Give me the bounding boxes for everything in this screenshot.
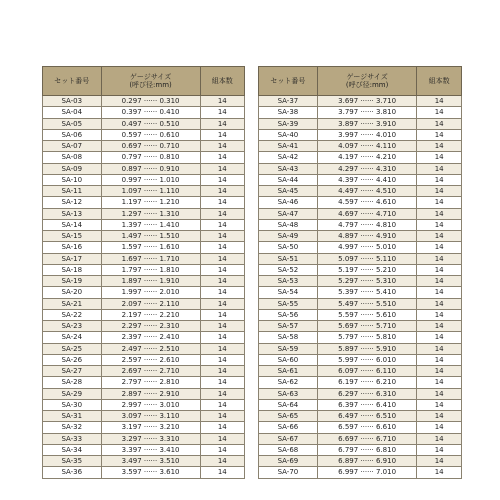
set-number-cell: SA-09 [43, 163, 102, 174]
gauge-range-cell: 0.797 ······ 0.810 [101, 152, 200, 163]
set-number-cell: SA-08 [43, 152, 102, 163]
gauge-range-cell: 4.897 ······ 4.910 [317, 231, 416, 242]
set-number-cell: SA-59 [259, 343, 318, 354]
set-number-cell: SA-26 [43, 354, 102, 365]
set-number-cell: SA-50 [259, 242, 318, 253]
table-row [43, 354, 245, 365]
count-cell: 14 [417, 264, 462, 275]
gauge-range-cell: 0.997 ······ 1.010 [101, 174, 200, 185]
count-cell: 14 [200, 309, 244, 320]
gauge-range-cell: 2.297 ······ 2.310 [101, 321, 200, 332]
set-number-cell: SA-41 [259, 141, 318, 152]
gauge-range-cell: 5.697 ······ 5.710 [317, 321, 416, 332]
gauge-range-cell: 0.497 ······ 0.510 [101, 118, 200, 129]
gauge-size-header [101, 67, 200, 96]
count-cell: 14 [200, 163, 244, 174]
table-row [43, 163, 245, 174]
set-number-cell: SA-44 [259, 174, 318, 185]
gauge-range-cell: 6.897 ······ 6.910 [317, 456, 416, 467]
count-cell: 14 [200, 433, 244, 444]
table-row [259, 141, 462, 152]
table-row [259, 354, 462, 365]
count-cell: 14 [200, 388, 244, 399]
count-cell: 14 [417, 433, 462, 444]
table-row [259, 321, 462, 332]
gauge-size-header-line1: ゲージサイズ [346, 73, 388, 81]
table-row [259, 163, 462, 174]
gauge-range-cell: 2.497 ······ 2.510 [101, 343, 200, 354]
count-cell: 14 [417, 107, 462, 118]
count-cell: 14 [200, 298, 244, 309]
table-row [259, 456, 462, 467]
set-number-cell: SA-52 [259, 264, 318, 275]
table-row [259, 422, 462, 433]
set-number-cell: SA-04 [43, 107, 102, 118]
gauge-range-cell: 5.197 ······ 5.210 [317, 264, 416, 275]
gauge-range-cell: 4.497 ······ 4.510 [317, 186, 416, 197]
count-cell: 14 [417, 231, 462, 242]
count-cell: 14 [417, 141, 462, 152]
table-row [43, 264, 245, 275]
gauge-range-cell: 5.797 ······ 5.810 [317, 332, 416, 343]
set-number-cell: SA-11 [43, 186, 102, 197]
count-cell: 14 [417, 422, 462, 433]
count-cell: 14 [200, 197, 244, 208]
count-cell: 14 [200, 377, 244, 388]
gauge-range-cell: 1.197 ······ 1.210 [101, 197, 200, 208]
table-row [259, 231, 462, 242]
count-cell: 14 [200, 366, 244, 377]
count-cell: 14 [417, 366, 462, 377]
set-number-header: セット番号 [43, 67, 102, 96]
gauge-range-cell: 5.897 ······ 5.910 [317, 343, 416, 354]
set-number-cell: SA-31 [43, 411, 102, 422]
count-cell: 14 [417, 309, 462, 320]
table-row [259, 467, 462, 478]
set-number-cell: SA-56 [259, 309, 318, 320]
count-cell: 14 [200, 444, 244, 455]
table-row [43, 411, 245, 422]
gauge-range-cell: 3.097 ······ 3.110 [101, 411, 200, 422]
gauge-range-cell: 1.097 ······ 1.110 [101, 186, 200, 197]
count-cell: 14 [200, 411, 244, 422]
table-row [43, 253, 245, 264]
gauge-range-cell: 2.397 ······ 2.410 [101, 332, 200, 343]
set-number-cell: SA-42 [259, 152, 318, 163]
count-cell: 14 [417, 208, 462, 219]
set-number-cell: SA-64 [259, 399, 318, 410]
table-row [259, 276, 462, 287]
table-row [43, 186, 245, 197]
table-row [43, 309, 245, 320]
set-number-cell: SA-47 [259, 208, 318, 219]
table-row [43, 332, 245, 343]
table-row [43, 197, 245, 208]
count-header: 組本数 [200, 67, 244, 96]
set-number-cell: SA-58 [259, 332, 318, 343]
set-number-cell: SA-37 [259, 96, 318, 107]
table-row [259, 343, 462, 354]
set-number-cell: SA-51 [259, 253, 318, 264]
set-number-cell: SA-19 [43, 276, 102, 287]
gauge-range-cell: 2.897 ······ 2.910 [101, 388, 200, 399]
gauge-size-header-line2: (呼び径:mm) [129, 81, 172, 89]
set-number-cell: SA-20 [43, 287, 102, 298]
table-row [43, 208, 245, 219]
table-row [259, 298, 462, 309]
set-number-cell: SA-32 [43, 422, 102, 433]
gauge-range-cell: 4.597 ······ 4.610 [317, 197, 416, 208]
count-cell: 14 [200, 129, 244, 140]
gauge-range-cell: 2.697 ······ 2.710 [101, 366, 200, 377]
gauge-range-cell: 1.897 ······ 1.910 [101, 276, 200, 287]
count-cell: 14 [200, 332, 244, 343]
gauge-range-cell: 2.197 ······ 2.210 [101, 309, 200, 320]
count-cell: 14 [417, 96, 462, 107]
count-cell: 14 [417, 399, 462, 410]
table-row [43, 298, 245, 309]
table-row [43, 399, 245, 410]
set-number-cell: SA-57 [259, 321, 318, 332]
table-row [259, 253, 462, 264]
set-number-cell: SA-18 [43, 264, 102, 275]
gauge-size-header-line2: (呼び径:mm) [345, 81, 389, 89]
table-row [43, 107, 245, 118]
count-cell: 14 [200, 354, 244, 365]
gauge-range-cell: 6.397 ······ 6.410 [317, 399, 416, 410]
header-row [259, 67, 462, 96]
count-cell: 14 [200, 287, 244, 298]
gauge-range-cell: 5.997 ······ 6.010 [317, 354, 416, 365]
gauge-range-cell: 3.597 ······ 3.610 [101, 467, 200, 478]
gauge-range-cell: 6.697 ······ 6.710 [317, 433, 416, 444]
table-row [43, 467, 245, 478]
gauge-range-cell: 3.897 ······ 3.910 [317, 118, 416, 129]
table-row [259, 208, 462, 219]
table-row [259, 433, 462, 444]
table-row [43, 96, 245, 107]
gauge-range-cell: 6.997 ······ 7.010 [317, 467, 416, 478]
count-cell: 14 [417, 332, 462, 343]
set-number-cell: SA-23 [43, 321, 102, 332]
gauge-range-cell: 1.397 ······ 1.410 [101, 219, 200, 230]
gauge-range-cell: 2.597 ······ 2.610 [101, 354, 200, 365]
gauge-range-cell: 6.297 ······ 6.310 [317, 388, 416, 399]
gauge-range-cell: 3.797 ······ 3.810 [317, 107, 416, 118]
gauge-range-cell: 0.697 ······ 0.710 [101, 141, 200, 152]
set-number-cell: SA-63 [259, 388, 318, 399]
set-number-cell: SA-40 [259, 129, 318, 140]
set-number-cell: SA-65 [259, 411, 318, 422]
gauge-range-cell: 2.997 ······ 3.010 [101, 399, 200, 410]
header-row [43, 67, 245, 96]
set-number-cell: SA-53 [259, 276, 318, 287]
count-cell: 14 [200, 141, 244, 152]
set-number-cell: SA-22 [43, 309, 102, 320]
gauge-range-cell: 5.297 ······ 5.310 [317, 276, 416, 287]
count-cell: 14 [200, 231, 244, 242]
gauge-range-cell: 6.197 ······ 6.210 [317, 377, 416, 388]
count-cell: 14 [200, 276, 244, 287]
set-number-header: セット番号 [259, 67, 318, 96]
set-number-cell: SA-27 [43, 366, 102, 377]
gauge-range-cell: 1.997 ······ 2.010 [101, 287, 200, 298]
set-number-cell: SA-62 [259, 377, 318, 388]
count-cell: 14 [200, 456, 244, 467]
table-row [259, 96, 462, 107]
table-row [43, 444, 245, 455]
count-cell: 14 [200, 343, 244, 354]
table-row [259, 129, 462, 140]
table-row [259, 118, 462, 129]
count-cell: 14 [417, 321, 462, 332]
table-row [259, 152, 462, 163]
gauge-table-left [42, 66, 245, 479]
gauge-range-cell: 6.597 ······ 6.610 [317, 422, 416, 433]
set-number-cell: SA-30 [43, 399, 102, 410]
table-row [43, 219, 245, 230]
set-number-cell: SA-29 [43, 388, 102, 399]
set-number-cell: SA-16 [43, 242, 102, 253]
set-number-cell: SA-25 [43, 343, 102, 354]
table-row [259, 444, 462, 455]
count-cell: 14 [417, 411, 462, 422]
count-cell: 14 [417, 298, 462, 309]
gauge-range-cell: 3.697 ······ 3.710 [317, 96, 416, 107]
count-cell: 14 [417, 343, 462, 354]
gauge-range-cell: 3.497 ······ 3.510 [101, 456, 200, 467]
gauge-range-cell: 4.697 ······ 4.710 [317, 208, 416, 219]
gauge-range-cell: 1.797 ······ 1.810 [101, 264, 200, 275]
table-row [43, 242, 245, 253]
gauge-range-cell: 1.697 ······ 1.710 [101, 253, 200, 264]
count-cell: 14 [200, 152, 244, 163]
table-row [259, 197, 462, 208]
table-row [43, 456, 245, 467]
gauge-range-cell: 4.197 ······ 4.210 [317, 152, 416, 163]
count-cell: 14 [417, 456, 462, 467]
table-row [259, 411, 462, 422]
table-row [259, 366, 462, 377]
gauge-range-cell: 3.397 ······ 3.410 [101, 444, 200, 455]
set-number-cell: SA-60 [259, 354, 318, 365]
gauge-table-right [258, 66, 462, 479]
set-number-cell: SA-61 [259, 366, 318, 377]
gauge-range-cell: 6.097 ······ 6.110 [317, 366, 416, 377]
count-cell: 14 [200, 242, 244, 253]
set-number-cell: SA-68 [259, 444, 318, 455]
set-number-cell: SA-45 [259, 186, 318, 197]
table-row [43, 321, 245, 332]
gauge-range-cell: 3.197 ······ 3.210 [101, 422, 200, 433]
count-cell: 14 [417, 467, 462, 478]
table-row [259, 174, 462, 185]
set-number-cell: SA-10 [43, 174, 102, 185]
table-row [43, 343, 245, 354]
gauge-range-cell: 5.397 ······ 5.410 [317, 287, 416, 298]
set-number-cell: SA-35 [43, 456, 102, 467]
set-number-cell: SA-39 [259, 118, 318, 129]
table-row [259, 309, 462, 320]
set-number-cell: SA-34 [43, 444, 102, 455]
table-row [259, 264, 462, 275]
count-cell: 14 [417, 253, 462, 264]
set-number-cell: SA-13 [43, 208, 102, 219]
count-cell: 14 [200, 321, 244, 332]
set-number-cell: SA-07 [43, 141, 102, 152]
set-number-cell: SA-28 [43, 377, 102, 388]
table-row [43, 388, 245, 399]
set-number-cell: SA-67 [259, 433, 318, 444]
table-row [259, 332, 462, 343]
set-number-cell: SA-24 [43, 332, 102, 343]
table-row [43, 276, 245, 287]
count-cell: 14 [417, 242, 462, 253]
set-number-cell: SA-14 [43, 219, 102, 230]
count-cell: 14 [417, 354, 462, 365]
set-number-cell: SA-33 [43, 433, 102, 444]
gauge-range-cell: 0.397 ······ 0.410 [101, 107, 200, 118]
gauge-range-cell: 0.297 ······ 0.310 [101, 96, 200, 107]
gauge-range-cell: 1.597 ······ 1.610 [101, 242, 200, 253]
gauge-range-cell: 4.297 ······ 4.310 [317, 163, 416, 174]
set-number-cell: SA-12 [43, 197, 102, 208]
count-cell: 14 [417, 118, 462, 129]
count-cell: 14 [417, 377, 462, 388]
gauge-range-cell: 0.597 ······ 0.610 [101, 129, 200, 140]
set-number-cell: SA-48 [259, 219, 318, 230]
table-row [43, 287, 245, 298]
table-row [43, 422, 245, 433]
gauge-range-cell: 4.797 ······ 4.810 [317, 219, 416, 230]
table-row [43, 141, 245, 152]
set-number-cell: SA-54 [259, 287, 318, 298]
count-cell: 14 [200, 467, 244, 478]
set-number-cell: SA-21 [43, 298, 102, 309]
count-cell: 14 [200, 399, 244, 410]
count-cell: 14 [200, 96, 244, 107]
table-row [43, 129, 245, 140]
count-cell: 14 [417, 186, 462, 197]
count-cell: 14 [417, 219, 462, 230]
count-cell: 14 [417, 174, 462, 185]
count-cell: 14 [417, 129, 462, 140]
table-row [259, 377, 462, 388]
count-header: 組本数 [417, 67, 462, 96]
table-row [43, 366, 245, 377]
gauge-range-cell: 5.097 ······ 5.110 [317, 253, 416, 264]
table-row [259, 219, 462, 230]
gauge-range-cell: 5.497 ······ 5.510 [317, 298, 416, 309]
count-cell: 14 [200, 118, 244, 129]
set-number-cell: SA-49 [259, 231, 318, 242]
count-cell: 14 [417, 444, 462, 455]
table-row [43, 152, 245, 163]
count-cell: 14 [417, 152, 462, 163]
table-row [43, 377, 245, 388]
gauge-range-cell: 3.997 ······ 4.010 [317, 129, 416, 140]
count-cell: 14 [200, 264, 244, 275]
count-cell: 14 [200, 107, 244, 118]
set-number-cell: SA-43 [259, 163, 318, 174]
table-row [259, 287, 462, 298]
set-number-cell: SA-03 [43, 96, 102, 107]
gauge-range-cell: 0.897 ······ 0.910 [101, 163, 200, 174]
set-number-cell: SA-38 [259, 107, 318, 118]
gauge-size-header-line1: ゲージサイズ [129, 73, 172, 81]
count-cell: 14 [200, 208, 244, 219]
set-number-cell: SA-05 [43, 118, 102, 129]
table-row [259, 242, 462, 253]
count-cell: 14 [417, 388, 462, 399]
set-number-cell: SA-15 [43, 231, 102, 242]
gauge-range-cell: 2.797 ······ 2.810 [101, 377, 200, 388]
set-number-cell: SA-69 [259, 456, 318, 467]
count-cell: 14 [417, 276, 462, 287]
gauge-range-cell: 4.397 ······ 4.410 [317, 174, 416, 185]
set-number-cell: SA-46 [259, 197, 318, 208]
set-number-cell: SA-36 [43, 467, 102, 478]
count-cell: 14 [200, 253, 244, 264]
gauge-range-cell: 6.497 ······ 6.510 [317, 411, 416, 422]
set-number-cell: SA-70 [259, 467, 318, 478]
set-number-cell: SA-66 [259, 422, 318, 433]
gauge-range-cell: 1.297 ······ 1.310 [101, 208, 200, 219]
table-row [259, 107, 462, 118]
gauge-size-header [317, 67, 416, 96]
table-row [259, 388, 462, 399]
count-cell: 14 [200, 186, 244, 197]
gauge-range-cell: 5.597 ······ 5.610 [317, 309, 416, 320]
table-row [43, 174, 245, 185]
count-cell: 14 [200, 174, 244, 185]
set-number-cell: SA-17 [43, 253, 102, 264]
gauge-range-cell: 4.097 ······ 4.110 [317, 141, 416, 152]
gauge-range-cell: 3.297 ······ 3.310 [101, 433, 200, 444]
count-cell: 14 [200, 219, 244, 230]
table-row [259, 186, 462, 197]
count-cell: 14 [200, 422, 244, 433]
gauge-range-cell: 2.097 ······ 2.110 [101, 298, 200, 309]
count-cell: 14 [417, 287, 462, 298]
table-row [43, 231, 245, 242]
gauge-range-cell: 1.497 ······ 1.510 [101, 231, 200, 242]
table-row [43, 433, 245, 444]
gauge-range-cell: 6.797 ······ 6.810 [317, 444, 416, 455]
set-number-cell: SA-55 [259, 298, 318, 309]
count-cell: 14 [417, 163, 462, 174]
table-row [43, 118, 245, 129]
gauge-range-cell: 4.997 ······ 5.010 [317, 242, 416, 253]
set-number-cell: SA-06 [43, 129, 102, 140]
count-cell: 14 [417, 197, 462, 208]
table-row [259, 399, 462, 410]
